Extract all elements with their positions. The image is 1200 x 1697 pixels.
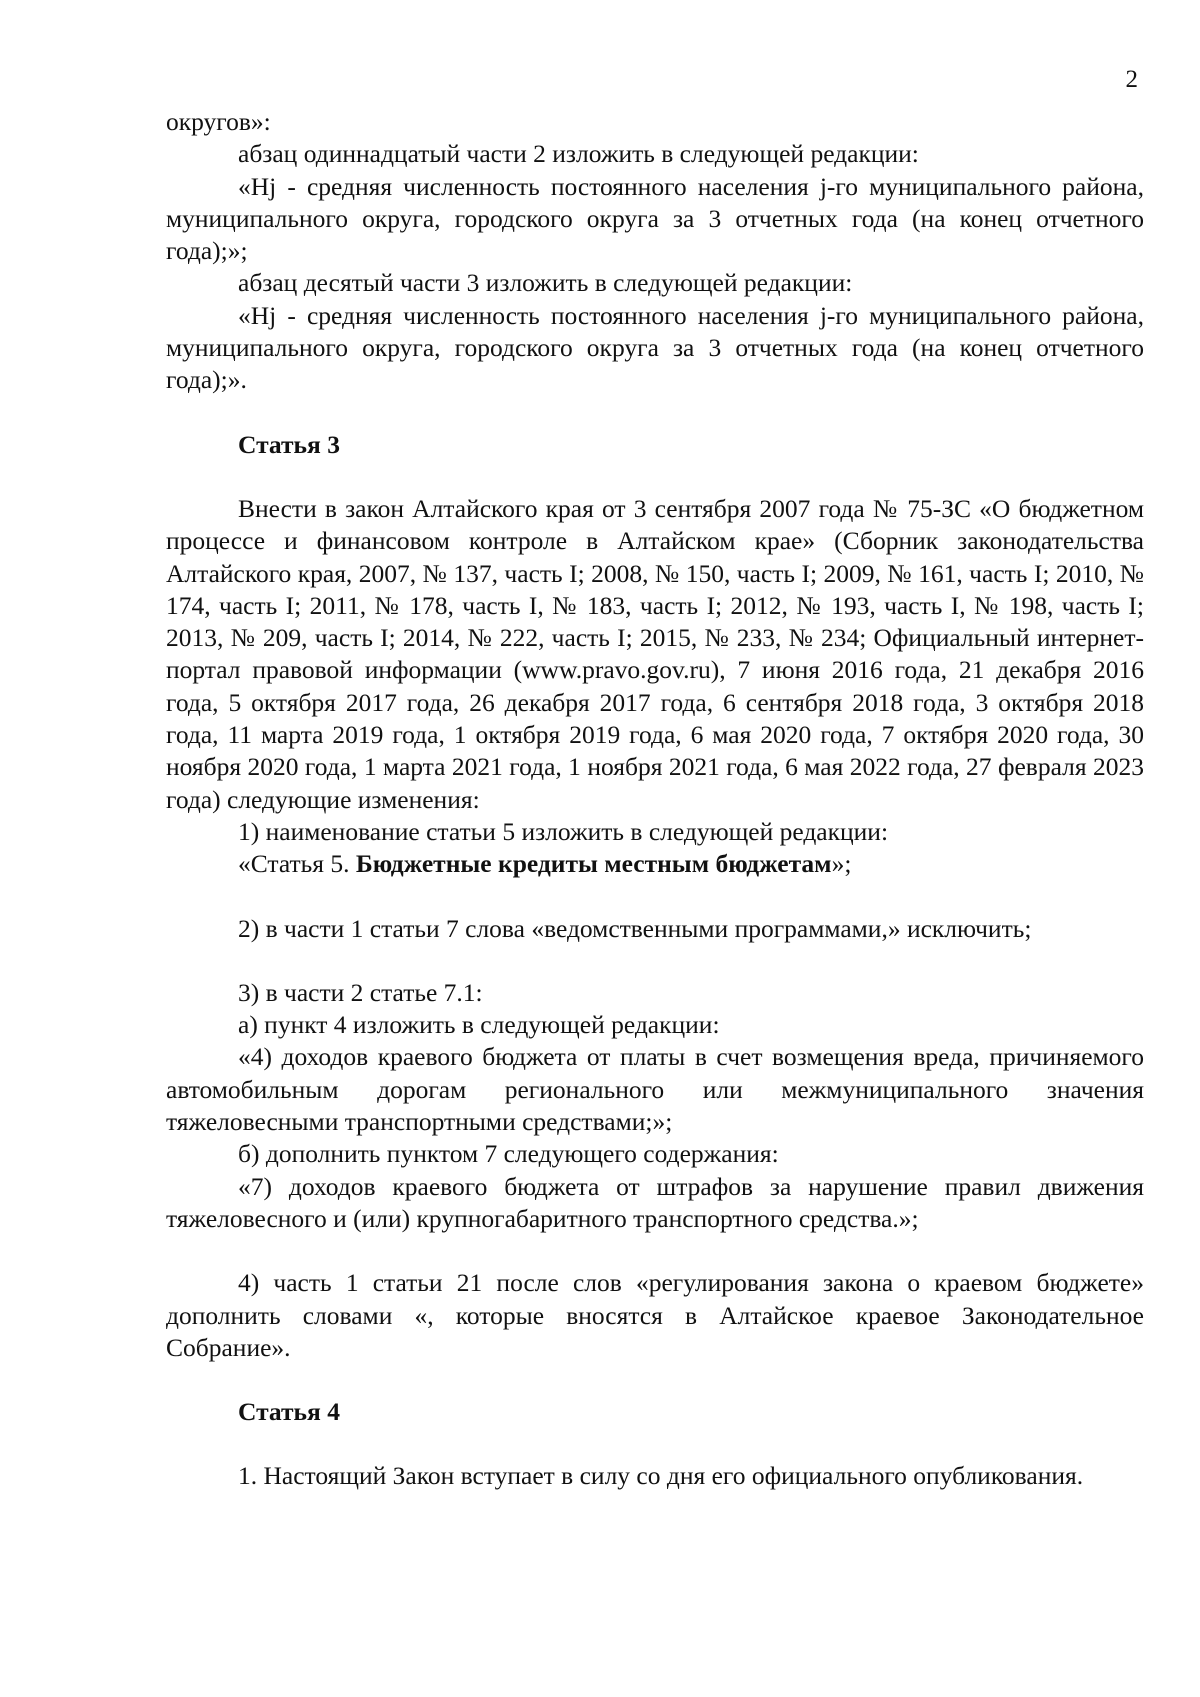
document-body <box>166 106 1144 1493</box>
paragraph-article-5-title <box>166 848 1144 880</box>
paragraph-item-3: 3) в части 2 статье 7.1: <box>238 977 483 1007</box>
article-5-bold-title: Бюджетные кредиты местным бюджетам <box>355 849 832 879</box>
paragraph-amend-part2: абзац одиннадцатый части 2 изложить в следующей редакции: <box>238 139 919 169</box>
paragraph-hj-definition-1: «Hj - средняя численность постоянного населения j-го муниципального района, муниципального округа, городского округа за 3 отчетных года (на конец отчетного года);»; <box>166 171 1144 266</box>
paragraph-article-3-intro: Внести в закон Алтайского края от 3 сентября 2007 года № 75-ЗС «О бюджетном процессе и финансовом контроле в Алтайском крае» (Сборник законодательства Алтайского края, 2007, № 137, часть I; 2008, № 150, часть I; 2009, № 161, часть I; 2010, № 174, часть I; 2011, № 178, часть I, № 183, часть I; 2012, № 193, часть I, № 198, часть I; 2013, № 209, часть I; 2014, № 222, часть I; 2015, № 233, № 234; Официальный интернет-портал правовой информации (www.pravo.gov.ru), 7 июня 2016 года, 21 декабря 2016 года, 5 октября 2017 года, 26 декабря 2017 года, 6 сентября 2018 года, 3 октября 2018 года, 11 марта 2019 года, 1 октября 2019 года, 6 мая 2020 года, 7 октября 2020 года, 30 ноября 2020 года, 1 марта 2021 года, 1 ноября 2021 года, 6 мая 2022 года, 27 февраля 2023 года) следующие изменения: <box>166 493 1144 814</box>
paragraph-article-4-item-1: 1. Настоящий Закон вступает в силу со дня его официального опубликования. <box>238 1461 1084 1491</box>
paragraph-item-1: 1) наименование статьи 5 изложить в следующей редакции: <box>238 816 889 846</box>
paragraph-item-3a-text: «4) доходов краевого бюджета от платы в счет возмещения вреда, причиняемого автомобильным дорогам регионального или межмуниципального значения тяжеловесными транспортными средствами;»; <box>166 1042 1144 1137</box>
paragraph-hj-definition-2: «Hj - средняя численность постоянного населения j-го муниципального района, муниципального округа, городского округа за 3 отчетных года (на конец отчетного года);». <box>166 300 1144 395</box>
paragraph-amend-part3: абзац десятый части 3 изложить в следующей редакции: <box>238 268 853 298</box>
paragraph-item-3b-text: «7) доходов краевого бюджета от штрафов за нарушение правил движения тяжеловесного и (или) крупногабаритного транспортного средства.»; <box>166 1171 1144 1233</box>
article-5-suffix: »; <box>831 849 852 879</box>
paragraph-item-2: 2) в части 1 статьи 7 слова «ведомственными программами,» исключить; <box>238 913 1032 943</box>
heading-article-3: Статья 3 <box>238 429 340 459</box>
paragraph-item-3a: а) пункт 4 изложить в следующей редакции: <box>238 1010 720 1040</box>
page-number: 2 <box>1125 66 1138 93</box>
heading-article-4: Статья 4 <box>238 1397 340 1427</box>
paragraph-item-3b: б) дополнить пунктом 7 следующего содержания: <box>238 1139 779 1169</box>
paragraph-item-4: 4) часть 1 статьи 21 после слов «регулирования закона о краевом бюджете» дополнить словами «, которые вносятся в Алтайское краевое Законодательное Собрание». <box>166 1268 1144 1362</box>
article-5-prefix: «Статья 5. <box>238 849 356 879</box>
paragraph-continuation: округов»: <box>166 107 271 136</box>
